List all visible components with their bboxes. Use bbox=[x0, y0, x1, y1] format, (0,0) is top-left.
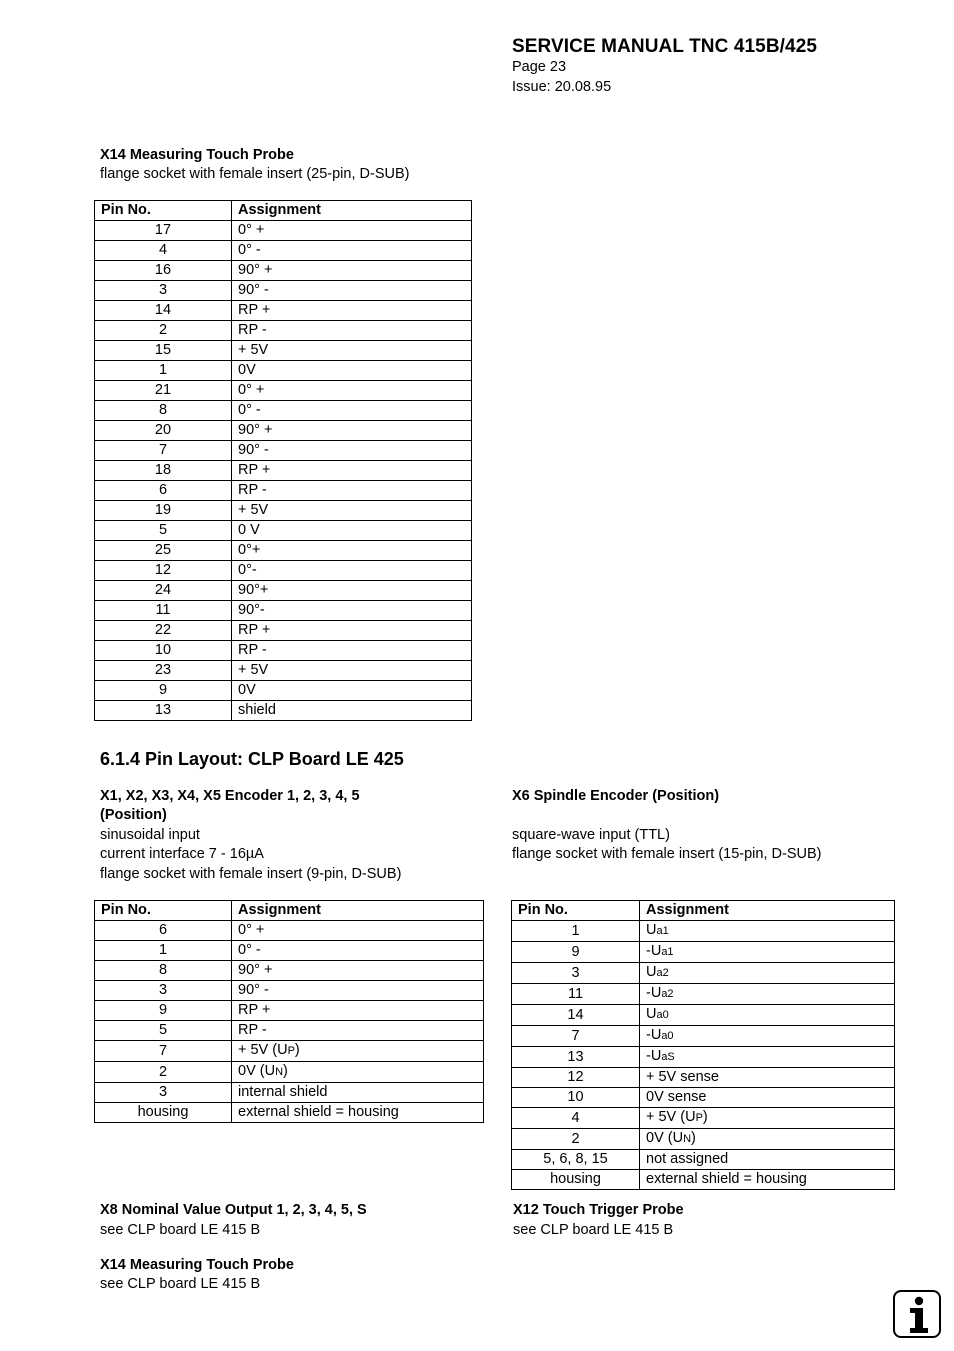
assignment-text: internal shield bbox=[238, 1084, 328, 1100]
pin-assignment bbox=[640, 984, 895, 1005]
pin-number: 11 bbox=[95, 601, 232, 621]
assignment-subscript: a2 bbox=[661, 988, 674, 1000]
pin-number: 7 bbox=[512, 1026, 640, 1047]
table-row bbox=[95, 501, 472, 521]
table-row bbox=[95, 421, 472, 441]
pin-assignment: RP - bbox=[232, 641, 472, 661]
x12-title: X12 Touch Trigger Probe bbox=[513, 1202, 684, 1218]
table-row bbox=[512, 1170, 895, 1190]
pin-number: 5, 6, 8, 15 bbox=[512, 1150, 640, 1170]
pin-assignment: RP - bbox=[232, 481, 472, 501]
table-row bbox=[95, 941, 484, 961]
pin-assignment bbox=[232, 1083, 484, 1103]
section-heading: 6.1.4 Pin Layout: CLP Board LE 425 bbox=[100, 749, 404, 769]
pin-assignment: 0° + bbox=[232, 221, 472, 241]
assignment-subscript: aS bbox=[661, 1051, 675, 1063]
pin-number: 13 bbox=[512, 1047, 640, 1068]
pin-number: 16 bbox=[95, 261, 232, 281]
pin-assignment bbox=[232, 981, 484, 1001]
x14-subtitle: flange socket with female insert (25-pin, D-SUB) bbox=[100, 166, 410, 182]
assignment-text: U bbox=[646, 1006, 657, 1022]
table-row bbox=[512, 1088, 895, 1108]
table-row bbox=[95, 221, 472, 241]
pin-number: 7 bbox=[95, 1041, 232, 1062]
table-row bbox=[95, 1103, 484, 1123]
table-row bbox=[95, 381, 472, 401]
pin-number: 4 bbox=[95, 241, 232, 261]
pin-assignment: RP - bbox=[232, 321, 472, 341]
pin-assignment bbox=[640, 1088, 895, 1108]
assignment-text: 0V (U bbox=[646, 1130, 684, 1146]
pin-number: 9 bbox=[95, 1001, 232, 1021]
pin-number: 23 bbox=[95, 661, 232, 681]
pin-number: 3 bbox=[512, 963, 640, 984]
pin-number: 3 bbox=[95, 981, 232, 1001]
assignment-subscript: N bbox=[683, 1133, 692, 1145]
assignment-text: external shield = housing bbox=[238, 1104, 399, 1120]
pin-assignment: 90° + bbox=[232, 261, 472, 281]
table-row bbox=[95, 1083, 484, 1103]
pin-assignment bbox=[232, 961, 484, 981]
table-row bbox=[95, 561, 472, 581]
pin-number: 13 bbox=[95, 701, 232, 721]
table-row bbox=[512, 1047, 895, 1068]
assignment-tail: ) bbox=[283, 1063, 288, 1079]
pin-assignment bbox=[640, 1068, 895, 1088]
pin-number: 8 bbox=[95, 961, 232, 981]
assignment-text: 90° + bbox=[238, 962, 273, 978]
pin-number: 7 bbox=[95, 441, 232, 461]
pin-number: 14 bbox=[512, 1005, 640, 1026]
pin-number: 6 bbox=[95, 481, 232, 501]
pin-number: 19 bbox=[95, 501, 232, 521]
info-glyph-icon bbox=[895, 1292, 939, 1336]
assignment-text: 0V (U bbox=[238, 1063, 276, 1079]
table-row bbox=[95, 681, 472, 701]
table-row bbox=[95, 281, 472, 301]
pin-assignment: 90°+ bbox=[232, 581, 472, 601]
x8-title: X8 Nominal Value Output 1, 2, 3, 4, 5, S bbox=[100, 1202, 367, 1218]
pin-number: 5 bbox=[95, 1021, 232, 1041]
assignment-text: external shield = housing bbox=[646, 1171, 807, 1187]
x6-desc-2: flange socket with female insert (15-pin, D-SUB) bbox=[512, 846, 822, 862]
pin-assignment bbox=[640, 1129, 895, 1150]
pin-assignment: 0° - bbox=[232, 401, 472, 421]
x6-title: X6 Spindle Encoder (Position) bbox=[512, 788, 720, 804]
table-row bbox=[95, 921, 484, 941]
pin-assignment: + 5V bbox=[232, 341, 472, 361]
table-row bbox=[512, 921, 895, 942]
col-header-pin: Pin No. bbox=[95, 901, 232, 921]
x1x5-title-line2: (Position) bbox=[100, 807, 167, 823]
pin-assignment bbox=[232, 1062, 484, 1083]
assignment-subscript: P bbox=[695, 1112, 703, 1124]
table-row bbox=[95, 1062, 484, 1083]
pin-assignment bbox=[640, 1005, 895, 1026]
assignment-text: RP + bbox=[238, 1002, 271, 1018]
x14-bottom-title: X14 Measuring Touch Probe bbox=[100, 1257, 294, 1273]
pin-number: 2 bbox=[512, 1129, 640, 1150]
pin-number: 12 bbox=[512, 1068, 640, 1088]
pin-assignment bbox=[640, 1026, 895, 1047]
pin-number: 11 bbox=[512, 984, 640, 1005]
assignment-text: + 5V sense bbox=[646, 1069, 719, 1085]
col-header-assignment: Assignment bbox=[232, 201, 472, 221]
assignment-subscript: a1 bbox=[656, 925, 669, 937]
assignment-text: + 5V (U bbox=[646, 1109, 696, 1125]
pin-number: 3 bbox=[95, 281, 232, 301]
table-row bbox=[512, 1150, 895, 1170]
pin-assignment: + 5V bbox=[232, 501, 472, 521]
page-number: Page 23 bbox=[512, 59, 567, 75]
pin-assignment: 90° - bbox=[232, 281, 472, 301]
pin-number: housing bbox=[95, 1103, 232, 1123]
pin-assignment bbox=[640, 942, 895, 963]
pin-number: 12 bbox=[95, 561, 232, 581]
table-row bbox=[512, 1129, 895, 1150]
pin-number: 4 bbox=[512, 1108, 640, 1129]
pin-number: 14 bbox=[95, 301, 232, 321]
pin-assignment bbox=[232, 1001, 484, 1021]
pin-number: 3 bbox=[95, 1083, 232, 1103]
assignment-subscript: a2 bbox=[656, 967, 669, 979]
assignment-text: 0° + bbox=[238, 922, 265, 938]
table-row bbox=[95, 301, 472, 321]
x6-pin-table bbox=[511, 900, 895, 1190]
table-row bbox=[95, 661, 472, 681]
table-row bbox=[95, 981, 484, 1001]
pin-number: 1 bbox=[95, 941, 232, 961]
pin-number: 1 bbox=[512, 921, 640, 942]
pin-number: 10 bbox=[512, 1088, 640, 1108]
pin-assignment bbox=[640, 963, 895, 984]
table-row bbox=[95, 521, 472, 541]
assignment-text: not assigned bbox=[646, 1151, 729, 1167]
pin-assignment: RP + bbox=[232, 461, 472, 481]
table-row bbox=[512, 942, 895, 963]
pin-assignment: RP + bbox=[232, 621, 472, 641]
assignment-subscript: P bbox=[287, 1045, 295, 1057]
assignment-subscript: a1 bbox=[661, 946, 674, 958]
issue-date: Issue: 20.08.95 bbox=[512, 79, 612, 95]
pin-number: 21 bbox=[95, 381, 232, 401]
pin-assignment: + 5V bbox=[232, 661, 472, 681]
table-row bbox=[95, 441, 472, 461]
pin-assignment: RP + bbox=[232, 301, 472, 321]
pin-assignment: 0°- bbox=[232, 561, 472, 581]
pin-assignment bbox=[232, 1021, 484, 1041]
table-row bbox=[95, 621, 472, 641]
pin-assignment bbox=[232, 921, 484, 941]
x6-desc-1: square-wave input (TTL) bbox=[512, 827, 670, 843]
pin-assignment: 90° - bbox=[232, 441, 472, 461]
assignment-tail: ) bbox=[702, 1109, 708, 1125]
table-row bbox=[512, 1026, 895, 1047]
pin-number: 15 bbox=[95, 341, 232, 361]
x1x5-title-line1: X1, X2, X3, X4, X5 Encoder 1, 2, 3, 4, 5 bbox=[100, 788, 360, 804]
pin-number: 2 bbox=[95, 321, 232, 341]
table-row bbox=[512, 1068, 895, 1088]
x1x5-desc-1: sinusoidal input bbox=[100, 827, 200, 843]
pin-assignment: shield bbox=[232, 701, 472, 721]
x1x5-pin-table bbox=[94, 900, 484, 1123]
x1x5-desc-3: flange socket with female insert (9-pin, D-SUB) bbox=[100, 866, 402, 882]
pin-number: 8 bbox=[95, 401, 232, 421]
table-row bbox=[95, 641, 472, 661]
table-row bbox=[512, 1108, 895, 1129]
x14-pin-table bbox=[94, 200, 472, 721]
pin-assignment bbox=[640, 1150, 895, 1170]
assignment-text: -U bbox=[646, 985, 662, 1001]
assignment-subscript: N bbox=[275, 1066, 284, 1078]
pin-number: 17 bbox=[95, 221, 232, 241]
x12-text: see CLP board LE 415 B bbox=[513, 1222, 674, 1238]
pin-number: 5 bbox=[95, 521, 232, 541]
pin-assignment: 0°+ bbox=[232, 541, 472, 561]
table-row bbox=[95, 1041, 484, 1062]
col-header-pin: Pin No. bbox=[95, 201, 232, 221]
col-header-assignment: Assignment bbox=[640, 901, 895, 921]
x1x5-desc-2: current interface 7 - 16µA bbox=[100, 846, 264, 862]
table-row bbox=[95, 461, 472, 481]
table-row bbox=[95, 321, 472, 341]
col-header-pin: Pin No. bbox=[512, 901, 640, 921]
pin-assignment: 90°- bbox=[232, 601, 472, 621]
table-row bbox=[95, 1001, 484, 1021]
table-row bbox=[95, 401, 472, 421]
pin-assignment bbox=[232, 941, 484, 961]
assignment-tail: ) bbox=[294, 1042, 300, 1058]
pin-assignment: 0° - bbox=[232, 241, 472, 261]
assignment-text: -U bbox=[646, 1048, 662, 1064]
pin-number: 24 bbox=[95, 581, 232, 601]
x8-text: see CLP board LE 415 B bbox=[100, 1222, 261, 1238]
assignment-subscript: a0 bbox=[661, 1030, 674, 1042]
pin-assignment: 90° + bbox=[232, 421, 472, 441]
table-row bbox=[95, 961, 484, 981]
x14-bottom-text: see CLP board LE 415 B bbox=[100, 1276, 261, 1292]
pin-number: 9 bbox=[512, 942, 640, 963]
assignment-text: -U bbox=[646, 943, 662, 959]
pin-assignment bbox=[640, 921, 895, 942]
pin-number: 25 bbox=[95, 541, 232, 561]
pin-assignment bbox=[640, 1108, 895, 1129]
pin-assignment bbox=[640, 1047, 895, 1068]
table-row bbox=[512, 963, 895, 984]
pin-assignment bbox=[640, 1170, 895, 1190]
pin-number: 20 bbox=[95, 421, 232, 441]
pin-assignment: 0° + bbox=[232, 381, 472, 401]
assignment-text: U bbox=[646, 964, 657, 980]
pin-number: 6 bbox=[95, 921, 232, 941]
pin-number: 1 bbox=[95, 361, 232, 381]
table-row bbox=[95, 481, 472, 501]
pin-number: 18 bbox=[95, 461, 232, 481]
table-row bbox=[95, 1021, 484, 1041]
col-header-assignment: Assignment bbox=[232, 901, 484, 921]
table-row bbox=[95, 361, 472, 381]
assignment-text: 90° - bbox=[238, 982, 269, 998]
pin-assignment bbox=[232, 1041, 484, 1062]
table-row bbox=[95, 581, 472, 601]
table-row bbox=[95, 241, 472, 261]
assignment-text: 0V sense bbox=[646, 1089, 707, 1105]
assignment-text: RP - bbox=[238, 1022, 267, 1038]
pin-number: 9 bbox=[95, 681, 232, 701]
pin-assignment: 0V bbox=[232, 361, 472, 381]
table-row bbox=[95, 541, 472, 561]
pin-number: housing bbox=[512, 1170, 640, 1190]
table-row bbox=[95, 601, 472, 621]
manual-title: SERVICE MANUAL TNC 415B/425 bbox=[512, 36, 818, 57]
table-row bbox=[512, 984, 895, 1005]
assignment-text: -U bbox=[646, 1027, 662, 1043]
table-row bbox=[95, 341, 472, 361]
pin-number: 22 bbox=[95, 621, 232, 641]
pin-assignment: 0V bbox=[232, 681, 472, 701]
assignment-text: 0° - bbox=[238, 942, 261, 958]
info-icon bbox=[893, 1290, 941, 1338]
pin-number: 10 bbox=[95, 641, 232, 661]
x14-title: X14 Measuring Touch Probe bbox=[100, 147, 294, 163]
assignment-tail: ) bbox=[691, 1130, 696, 1146]
table-row bbox=[512, 1005, 895, 1026]
assignment-text: + 5V (U bbox=[238, 1042, 288, 1058]
pin-number: 2 bbox=[95, 1062, 232, 1083]
table-row bbox=[95, 701, 472, 721]
pin-assignment: 0 V bbox=[232, 521, 472, 541]
assignment-subscript: a0 bbox=[656, 1009, 669, 1021]
assignment-text: U bbox=[646, 922, 657, 938]
table-row bbox=[95, 261, 472, 281]
pin-assignment bbox=[232, 1103, 484, 1123]
